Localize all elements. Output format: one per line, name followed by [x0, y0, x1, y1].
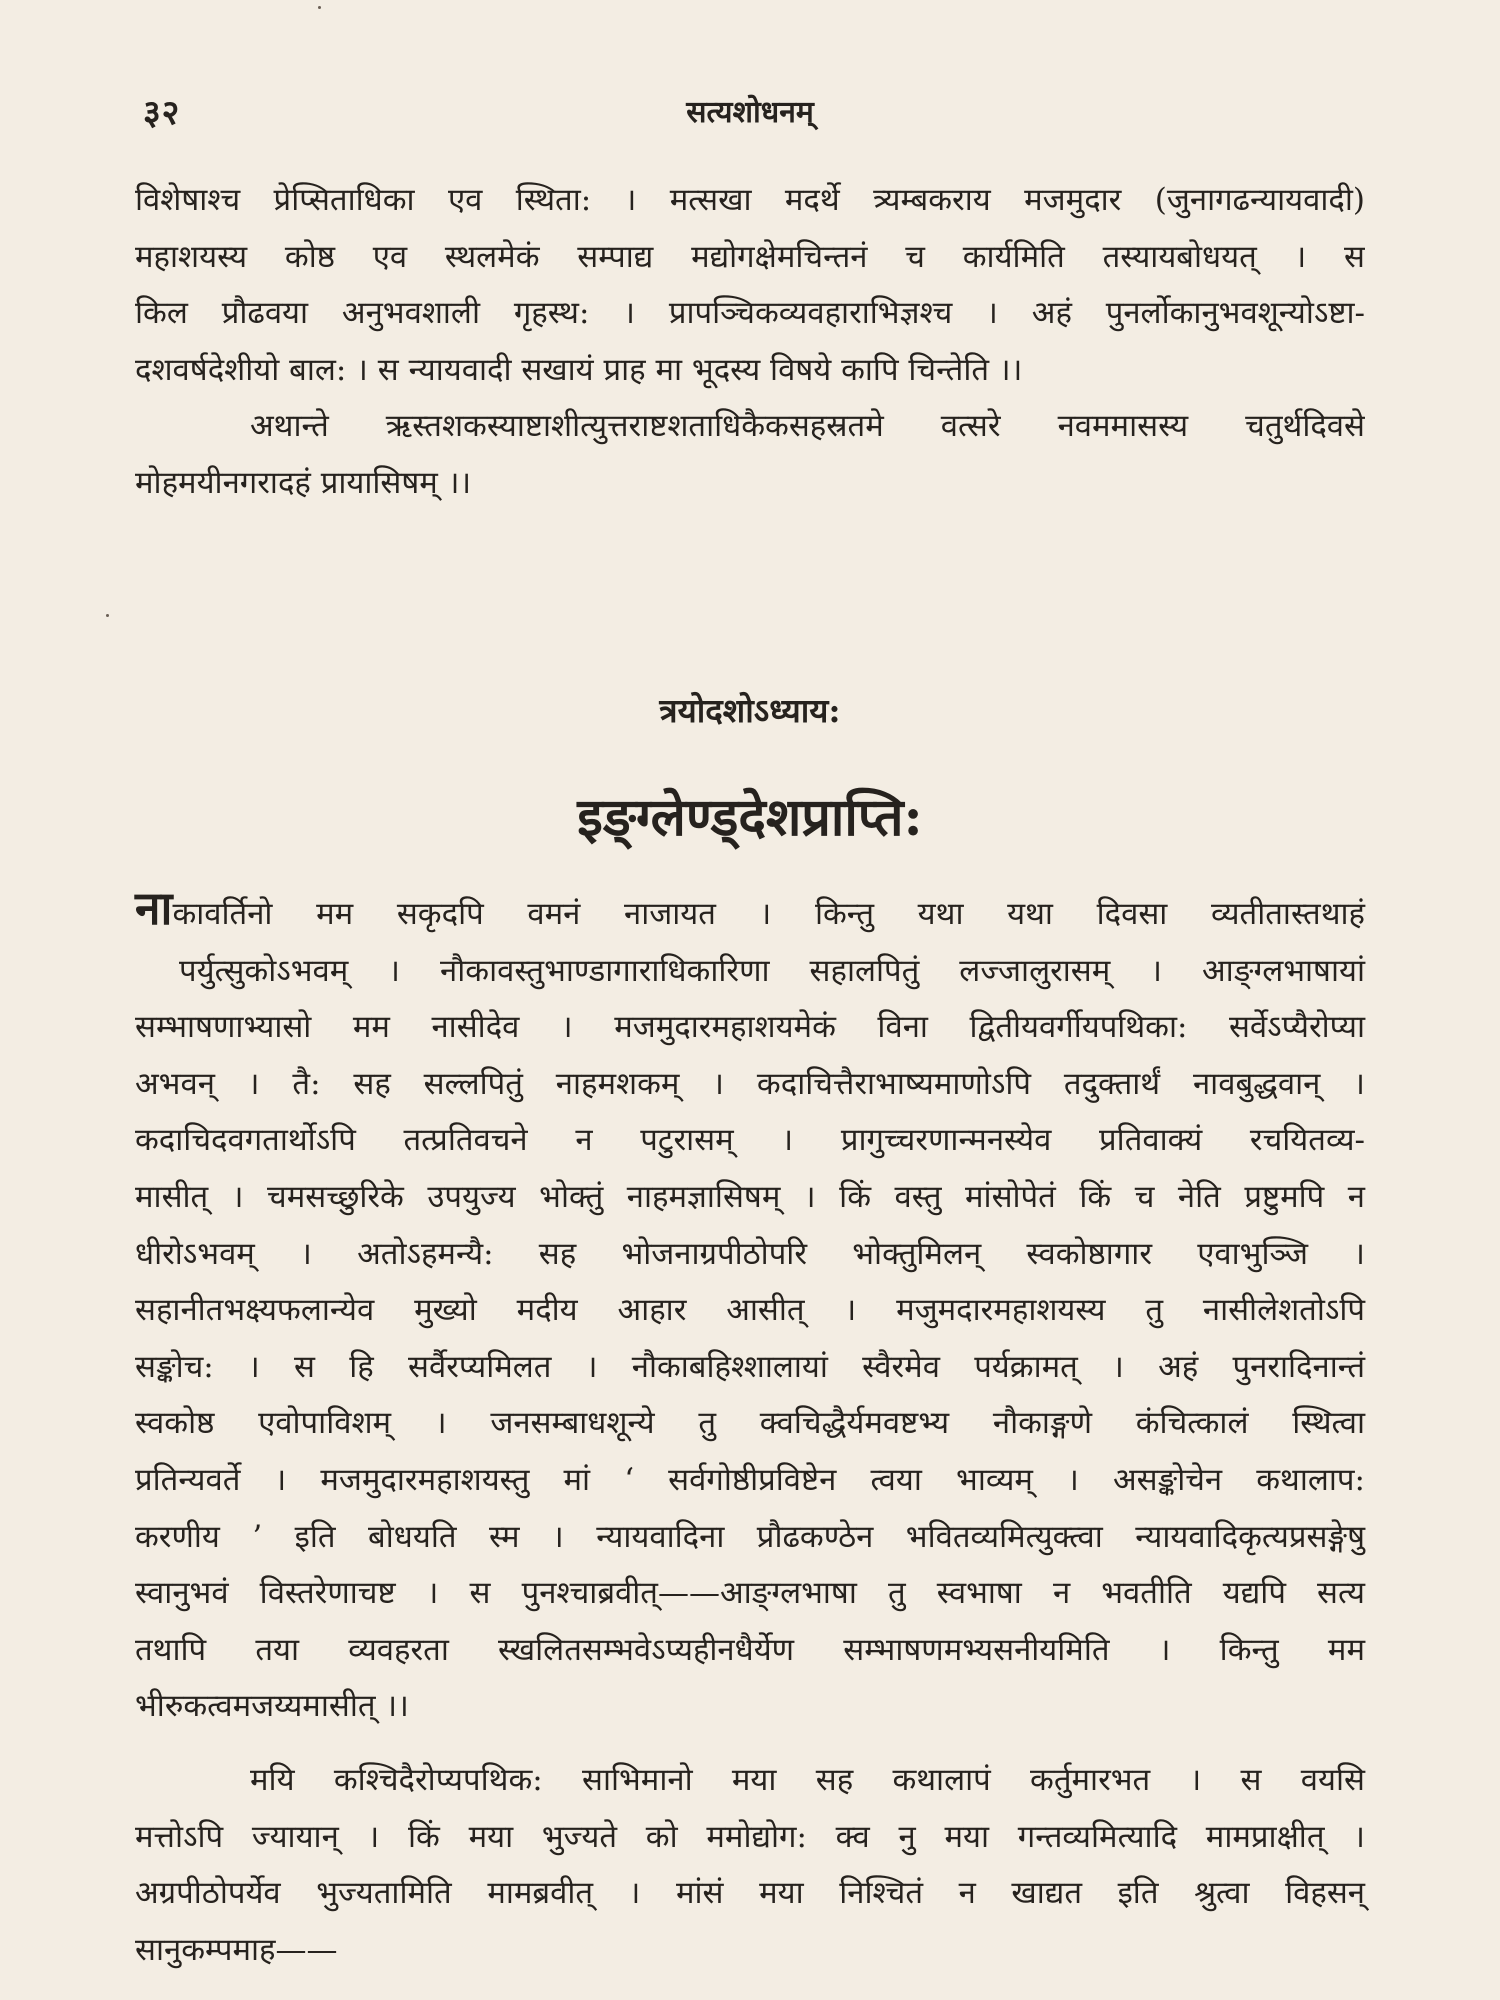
paragraph-4 — [135, 1752, 1365, 1978]
paragraph-1 — [135, 172, 1365, 512]
text-line: सङ्कोच: । स हि सर्वैरप्यमिलत । नौकाबहिश्शालायां स्वैरमेव पर्यक्रामत् । अहं पुनरादिनान्तं — [135, 1348, 1365, 1385]
drop-cap: ना — [135, 881, 173, 935]
text-line: मोहमयीनगरादहं प्रायासिषम् ।। — [135, 464, 472, 501]
text-line: किल प्रौढवया अनुभवशाली गृहस्थ: । प्रापञ्चिकव्यवहाराभिज्ञश्च । अहं पुनर्लोकानुभवशून्योऽष्टा- — [135, 295, 1365, 332]
text-line: अभवन् । तै: सह सल्लपितुं नाहमशकम् । कदाचित्तैराभाष्यमाणोऽपि तदुक्तार्थं नावबुद्धवान् । — [135, 1065, 1365, 1102]
chapter-number: त्रयोदशोऽध्याय: — [659, 691, 841, 730]
running-title: सत्यशोधनम् — [686, 95, 814, 130]
text-line: मासीत् । चमसच्छुरिके उपयुज्य भोक्तुं नाहमज्ञासिषम् । किं वस्तु मांसोपेतं किं च नेति प्रष्टुमपि न — [135, 1178, 1365, 1215]
text-line: सानुकम्पमाह—— — [135, 1931, 338, 1968]
paper-speck — [318, 6, 321, 9]
text-line: तथापि तया व्यवहरता स्खलितसम्भवेऽप्यहीनधैर्येण सम्भाषणमभ्यसनीयमिति । किन्तु मम — [135, 1631, 1365, 1668]
first-line-text: कावर्तिनो मम सकृदपि वमनं नाजायत । किन्तु यथा यथा दिवसा व्यतीतास्तथाहं — [172, 896, 1365, 932]
text-line: सम्भाषणाभ्यासो मम नासीदेव । मजमुदारमहाशयमेकं विना द्वितीयवर्गीयपथिका: सर्वेऽप्यैरोप्या — [135, 1009, 1365, 1046]
text-line: दशवर्षदेशीयो बाल: । स न्यायवादी सखायं प्राह मा भूदस्य विषये कापि चिन्तेति ।। — [135, 351, 1023, 388]
paragraph-3 — [135, 880, 1365, 1735]
page-header — [135, 88, 1365, 138]
text-line: धीरोऽभवम् । अतोऽहमन्यै: सह भोजनाग्रपीठोपरि भोक्तुमिलन् स्वकोष्ठागार एवाभुञ्जि । — [135, 1235, 1365, 1272]
paper-speck — [106, 614, 109, 617]
text-line: मत्तोऽपि ज्यायान् । किं मया भुज्यते को ममोद्योग: क्व नु मया गन्तव्यमित्यादि मामप्राक्षीत् । — [135, 1818, 1365, 1855]
text-line: स्वकोष्ठ एवोपाविशम् । जनसम्बाधशून्ये तु क्वचिद्धैर्यमवष्टभ्य नौकाङ्गणे कंचित्कालं स्थित्वा — [135, 1405, 1365, 1442]
text-line: कदाचिदवगतार्थोऽपि तत्प्रतिवचने न पटुरासम् । प्रागुच्चरणान्मनस्येव प्रतिवाक्यं रचयितव्य- — [135, 1122, 1365, 1159]
page-number: ३२ — [143, 93, 181, 133]
text-line: स्वानुभवं विस्तरेणाचष्ट । स पुनश्चाब्रवीत्——आङ्ग्लभाषा तु स्वभाषा न भवतीति यद्यपि सत्य — [135, 1575, 1365, 1612]
text-line: करणीय ’ इति बोधयति स्म । न्यायवादिना प्रौढकण्ठेन भवितव्यमित्युक्त्वा न्यायवादिकृत्यप्रसङ्गेषु — [135, 1518, 1365, 1555]
text-line: अथान्ते ऋस्तशकस्याष्टाशीत्युत्तराष्टशताधिकैकसहस्रतमे वत्सरे नवममासस्य चतुर्थदिवसे — [250, 408, 1365, 445]
text-line: मयि कश्चिदैरोप्यपथिक: साभिमानो मया सह कथालापं कर्तुमारभत । स वयसि — [250, 1762, 1365, 1798]
text-line: सहानीतभक्ष्यफलान्येव मुख्यो मदीय आहार आसीत् । मजुमदारमहाशयस्य तु नासीलेशतोऽपि — [135, 1292, 1365, 1329]
text-line: पर्युत्सुकोऽभवम् । नौकावस्तुभाण्डागाराधिकारिणा सहालपितुं लज्जालुरासम् । आङ्ग्लभाषायां — [179, 952, 1365, 989]
text-line: अग्रपीठोपर्येव भुज्यतामिति मामब्रवीत् । मांसं मया निश्चितं न खाद्यत इति श्रुत्वा विहसन् — [135, 1875, 1365, 1912]
text-line: प्रतिन्यवर्ते । मजमुदारमहाशयस्तु मां ‘ सर्वगोष्ठीप्रविष्टेन त्वया भाव्यम् । असङ्कोचेन कथालाप: — [135, 1461, 1365, 1498]
text-line: विशेषाश्च प्रेप्सिताधिका एव स्थिता: । मत्सखा मदर्थे त्र्यम्बकराय मजमुदार (जुनागढन्यायवादी) — [135, 182, 1365, 218]
text-line: महाशयस्य कोष्ठ एव स्थलमेकं सम्पाद्य मद्योगक्षेमचिन्तनं च कार्यमिति तस्यायबोधयत् । स — [135, 238, 1365, 275]
text-line: भीरुकत्वमजय्यमासीत् ।। — [135, 1688, 409, 1725]
chapter-title: इङ्ग्लेण्ड्देशप्राप्ति: — [577, 787, 923, 848]
text-line-first — [135, 880, 1365, 943]
